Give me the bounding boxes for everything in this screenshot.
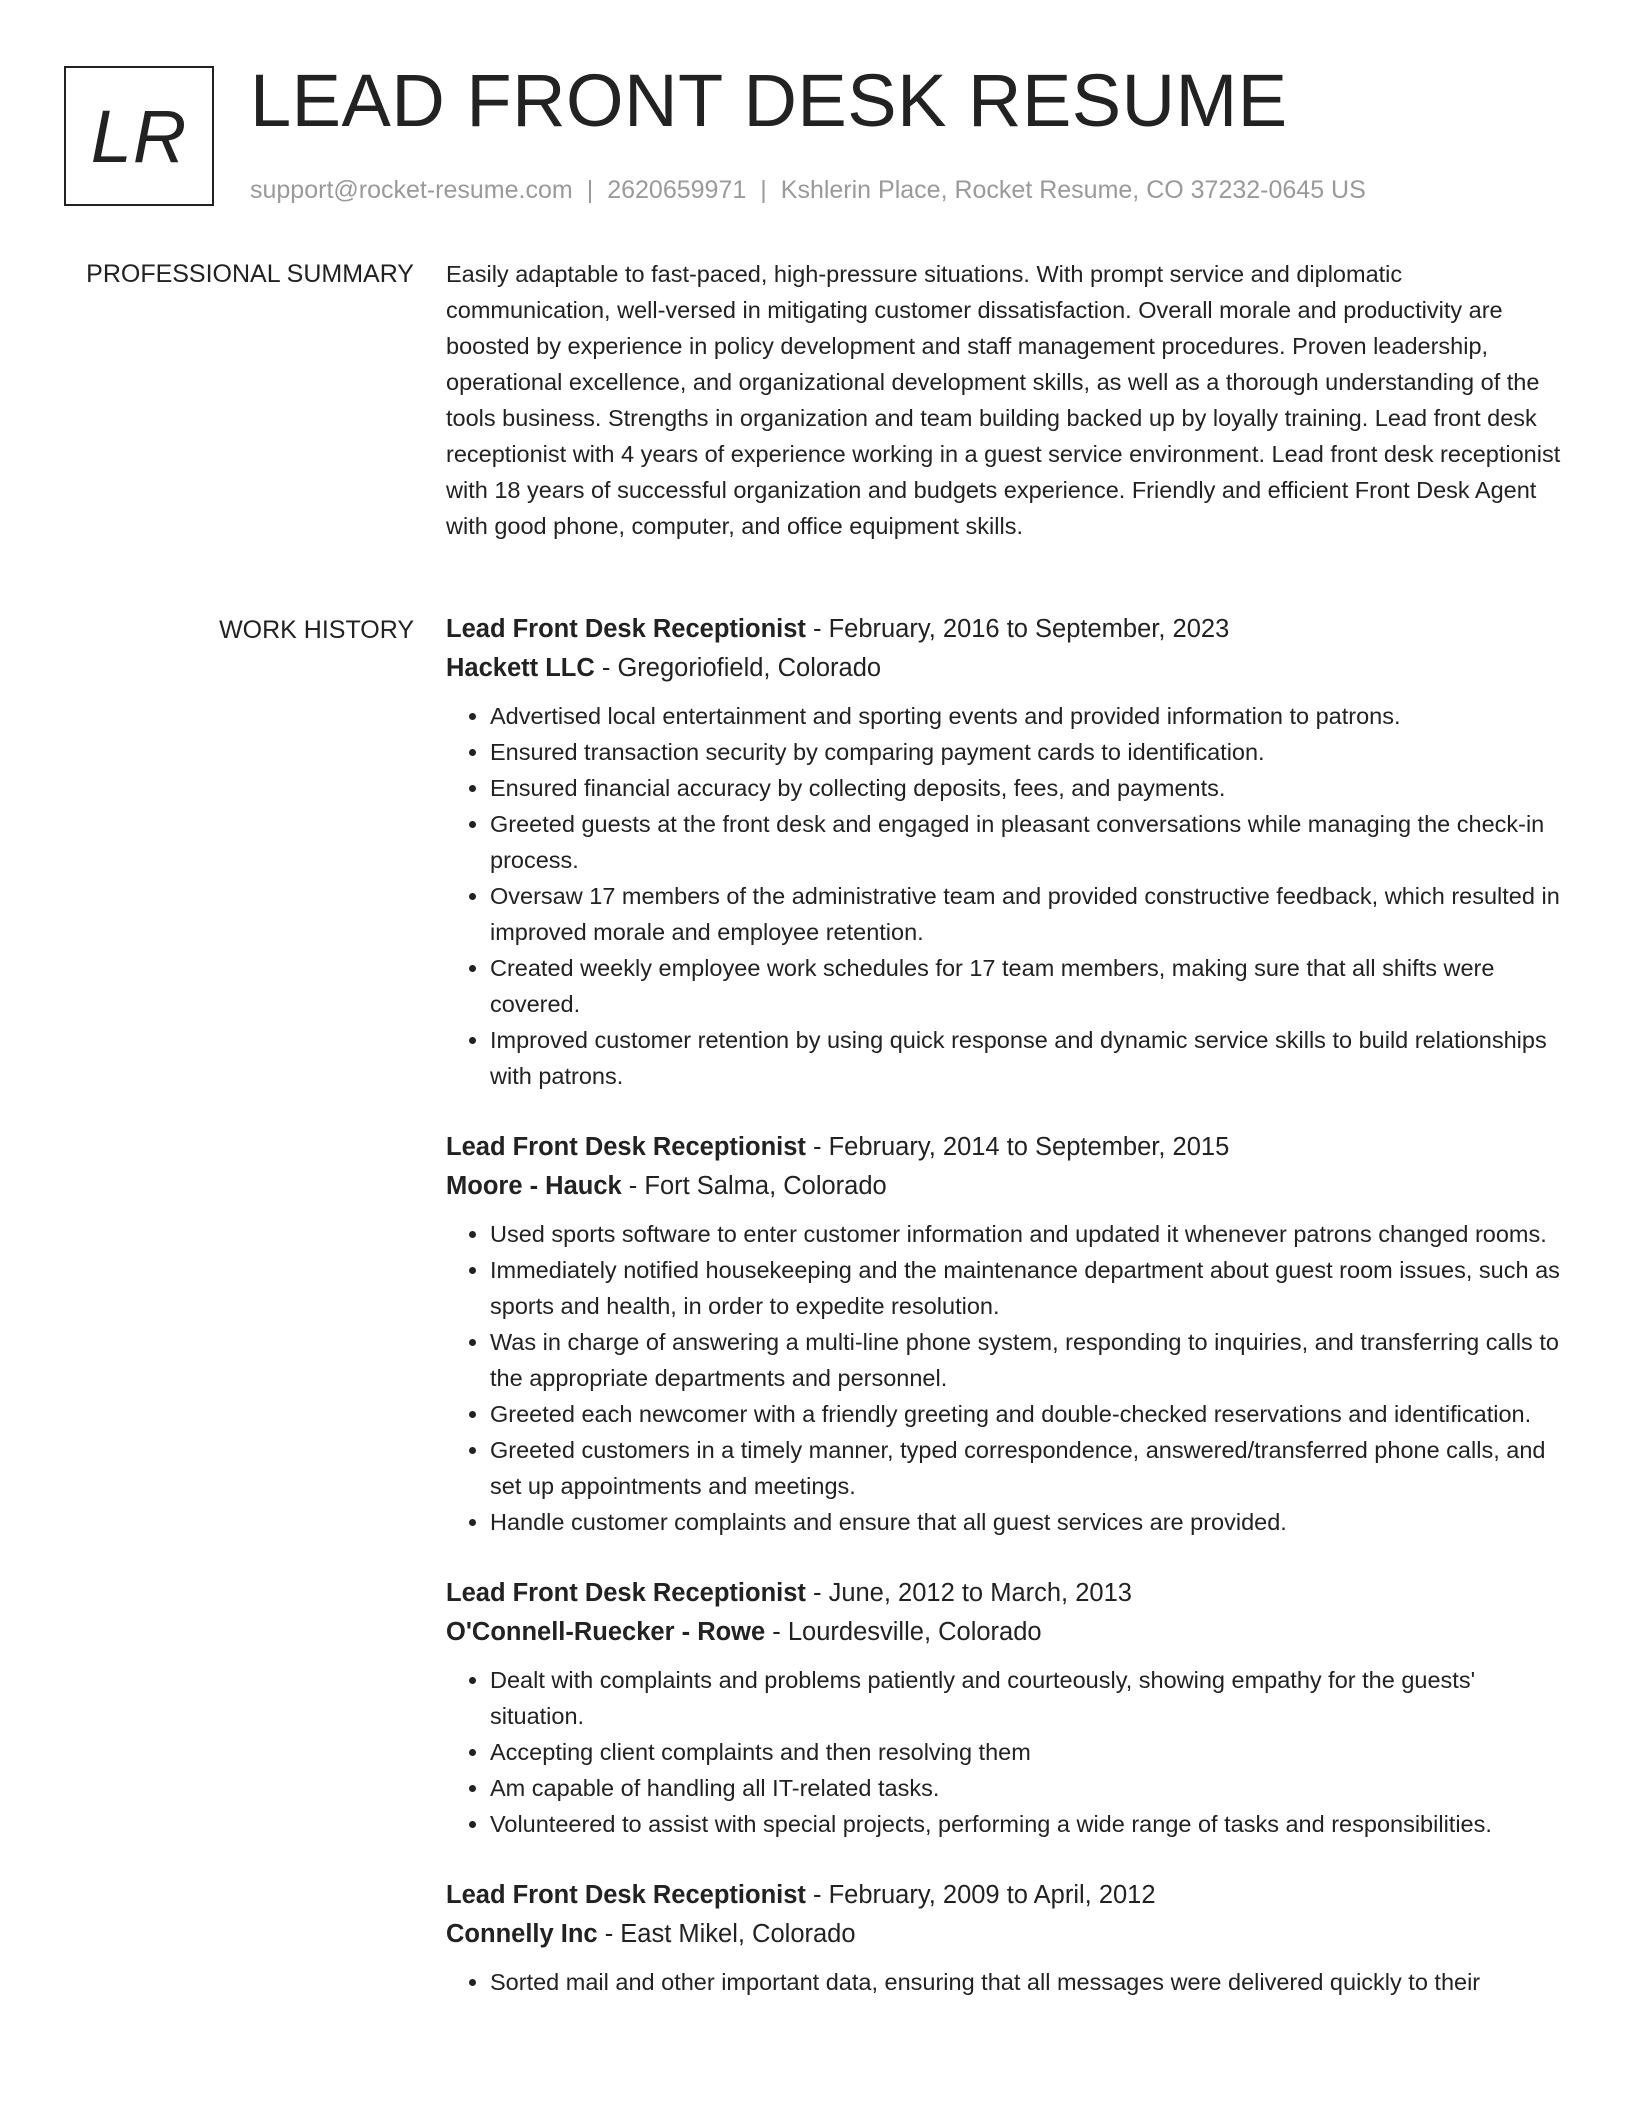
- contact-separator: |: [586, 176, 594, 204]
- job-bullet: • Ensured financial accuracy by collecting deposits, fees, and payments.: [490, 770, 1562, 806]
- job-bullet: • Advertised local entertainment and sporting events and provided information to patrons.: [490, 698, 1562, 734]
- job-company: O'Connell-Ruecker - Rowe: [446, 1618, 766, 1646]
- job-company-line: [446, 649, 1562, 688]
- job-company: Connelly Inc: [446, 1920, 598, 1948]
- job-bullets: [446, 1216, 1562, 1540]
- contact-line: [250, 174, 1366, 206]
- job-bullet: • Sorted mail and other important data, ensuring that all messages were delivered quickly to their: [490, 1964, 1562, 2000]
- section-label-summary: PROFESSIONAL SUMMARY: [86, 260, 414, 288]
- job-bullet: • Created weekly employee work schedules for 17 team members, making sure that all shifts were covered.: [490, 950, 1562, 1022]
- job-title: Lead Front Desk Receptionist: [446, 1133, 806, 1161]
- job-dates: - February, 2009 to April, 2012: [805, 1881, 1156, 1909]
- job-dates: - February, 2016 to September, 2023: [805, 615, 1230, 643]
- job-company: Moore - Hauck: [446, 1172, 622, 1200]
- job-company-line: [446, 1167, 1562, 1206]
- job-company-line: [446, 1915, 1562, 1954]
- job-title-line: [446, 610, 1562, 649]
- summary-text: Easily adaptable to fast-paced, high-pressure situations. With prompt service and diplomatic communication, well-versed in mitigating customer dissatisfaction. Overall morale and productivity are boosted by experience in policy development and staff management procedures. Proven leadership, operational excellence, and organizational development skills, as well as a thorough understanding of the tools business. Strengths in organization and team building backed up by loyally training. Lead front desk receptionist with 4 years of experience working in a guest service environment. Lead front desk receptionist with 18 years of successful organization and budgets experience. Friendly and efficient Front Desk Agent with good phone, computer, and office equipment skills.: [446, 261, 1561, 539]
- job-title-line: [446, 1128, 1562, 1167]
- contact-separator: |: [760, 176, 767, 204]
- job-title: Lead Front Desk Receptionist: [446, 1881, 806, 1909]
- section-label-work-history: WORK HISTORY: [219, 616, 414, 644]
- job-title-line: [446, 1574, 1562, 1613]
- job-bullet: • Immediately notified housekeeping and the maintenance department about guest room issues, such as sports and health, in order to expedite resolution.: [490, 1252, 1562, 1324]
- job-bullet: • Volunteered to assist with special projects, performing a wide range of tasks and responsibilities.: [490, 1806, 1562, 1842]
- job-company-line: [446, 1613, 1562, 1652]
- job-bullet: • Am capable of handling all IT-related tasks.: [490, 1770, 1562, 1806]
- resume-title: LEAD FRONT DESK RESUME: [250, 59, 1288, 142]
- job-location: - Fort Salma, Colorado: [621, 1172, 887, 1200]
- job-bullets: [446, 698, 1562, 1094]
- summary-body: [446, 256, 1562, 544]
- job-title-line: [446, 1876, 1562, 1915]
- job-entry: [446, 1876, 1562, 2000]
- job-bullet: • Greeted guests at the front desk and engaged in pleasant conversations while managing the check-in process.: [490, 806, 1562, 878]
- job-entry: [446, 1574, 1562, 1842]
- job-bullet: • Was in charge of answering a multi-line phone system, responding to inquiries, and transferring calls to the appropriate departments and personnel.: [490, 1324, 1562, 1396]
- monogram-logo: LR: [64, 66, 214, 206]
- job-location: - Lourdesville, Colorado: [765, 1618, 1042, 1646]
- job-bullet: • Handle customer complaints and ensure that all guest services are provided.: [490, 1504, 1562, 1540]
- job-title: Lead Front Desk Receptionist: [446, 1579, 806, 1607]
- job-bullet: • Oversaw 17 members of the administrative team and provided constructive feedback, which resulted in improved morale and employee retention.: [490, 878, 1562, 950]
- job-dates: - June, 2012 to March, 2013: [805, 1579, 1132, 1607]
- job-bullet: • Accepting client complaints and then resolving them: [490, 1734, 1562, 1770]
- contact-email[interactable]: support@rocket-resume.com: [250, 176, 573, 204]
- contact-address: Kshlerin Place, Rocket Resume, CO 37232-0645 US: [780, 176, 1366, 204]
- job-entry: [446, 1128, 1562, 1540]
- job-location: - East Mikel, Colorado: [597, 1920, 856, 1948]
- job-title: Lead Front Desk Receptionist: [446, 615, 806, 643]
- job-bullets: [446, 1964, 1562, 2000]
- job-location: - Gregoriofield, Colorado: [594, 654, 882, 682]
- job-bullet: • Ensured transaction security by comparing payment cards to identification.: [490, 734, 1562, 770]
- job-company: Hackett LLC: [446, 654, 595, 682]
- job-bullet: • Greeted customers in a timely manner, typed correspondence, answered/transferred phone calls, and set up appointments and meetings.: [490, 1432, 1562, 1504]
- job-bullet: • Dealt with complaints and problems patiently and courteously, showing empathy for the guests' situation.: [490, 1662, 1562, 1734]
- job-bullet: • Greeted each newcomer with a friendly greeting and double-checked reservations and identification.: [490, 1396, 1562, 1432]
- job-bullet: • Improved customer retention by using quick response and dynamic service skills to build relationships with patrons.: [490, 1022, 1562, 1094]
- job-bullets: [446, 1662, 1562, 1842]
- job-dates: - February, 2014 to September, 2015: [805, 1133, 1230, 1161]
- work-history-body: [446, 610, 1562, 2034]
- job-entry: [446, 610, 1562, 1094]
- contact-phone[interactable]: 2620659971: [607, 176, 747, 204]
- job-bullet: • Used sports software to enter customer information and updated it whenever patrons changed rooms.: [490, 1216, 1562, 1252]
